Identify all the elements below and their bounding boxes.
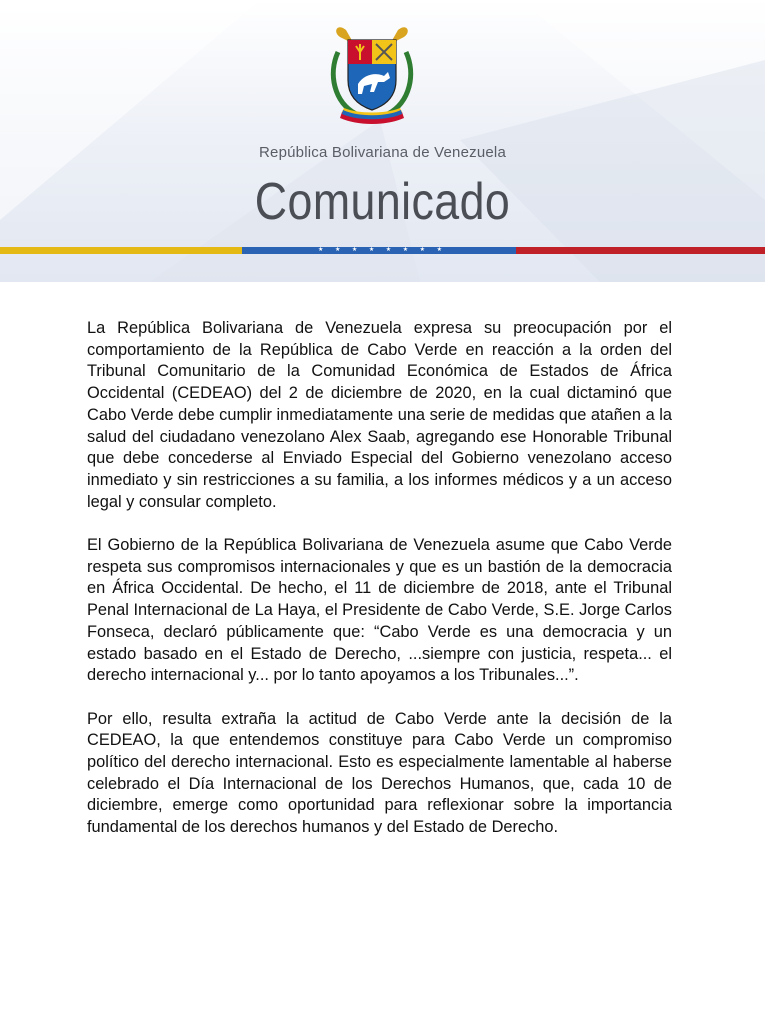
paragraph: El Gobierno de la República Bolivariana de Venezuela asume que Cabo Verde respeta sus compromisos internacionales y que es un bastión de la democracia en África Occidental. De hecho, el 11 de diciembre de 2018, ante el Tribunal Penal Internacional de La Haya, el Presidente de Cabo Verde, S.E. Jorge Carlos Fonseca, declaró públicamente que: “Cabo Verde es una democracia y un estado basado en el Estado de Derecho, ...siempre con justicia, respeta... el derecho internacional y... por lo tanto apoyamos a los Tribunales...”. [87, 536, 672, 685]
star-icon: ★ [351, 247, 358, 253]
letterhead [0, 0, 765, 282]
star-icon: ★ [436, 247, 442, 253]
country-name: República Bolivariana de Venezuela [259, 144, 506, 161]
paragraph: Por ello, resulta extraña la actitud de Cabo Verde ante la decisión de la CEDEAO, la que entendemos constituye para Cabo Verde un compromiso político del derecho internacional. Esto es especialmente lamentable al haberse celebrado el Día Internacional de los Derechos Humanos, que, cada 10 de diciembre, emerge como oportunidad para reflexionar sobre la importancia fundamental de los derechos humanos y del Estado de Derecho. [87, 709, 672, 837]
communique-body [87, 318, 672, 861]
flag-stripe-yellow [0, 247, 242, 254]
star-icon: ★ [402, 247, 409, 253]
star-icon: ★ [334, 247, 341, 253]
star-icon: ★ [385, 247, 392, 253]
document-title: Comunicado [254, 173, 511, 231]
star-icon: ★ [419, 247, 426, 253]
paragraph: La República Bolivariana de Venezuela expresa su preocupación por el comportamiento de la República de Cabo Verde en reacción a la orden del Tribunal Comunitario de la Comunidad Económica de Estados de África Occidental (CEDEAO) del 2 de diciembre de 2020, en la cual dictaminó que Cabo Verde debe cumplir inmediatamente una serie de medidas que atañen a la salud del ciudadano venezolano Alex Saab, agregando ese Honorable Tribunal que debe concederse al Enviado Especial del Gobierno venezolano acceso inmediato y sin restricciones a su familia, a los informes médicos y a un acceso legal y consular completo. [87, 319, 672, 511]
coat-of-arms-venezuela-icon [328, 14, 416, 126]
flag-stars [318, 246, 442, 255]
flag-stripe-red [516, 247, 765, 254]
star-icon: ★ [368, 247, 375, 253]
star-icon: ★ [318, 247, 324, 253]
